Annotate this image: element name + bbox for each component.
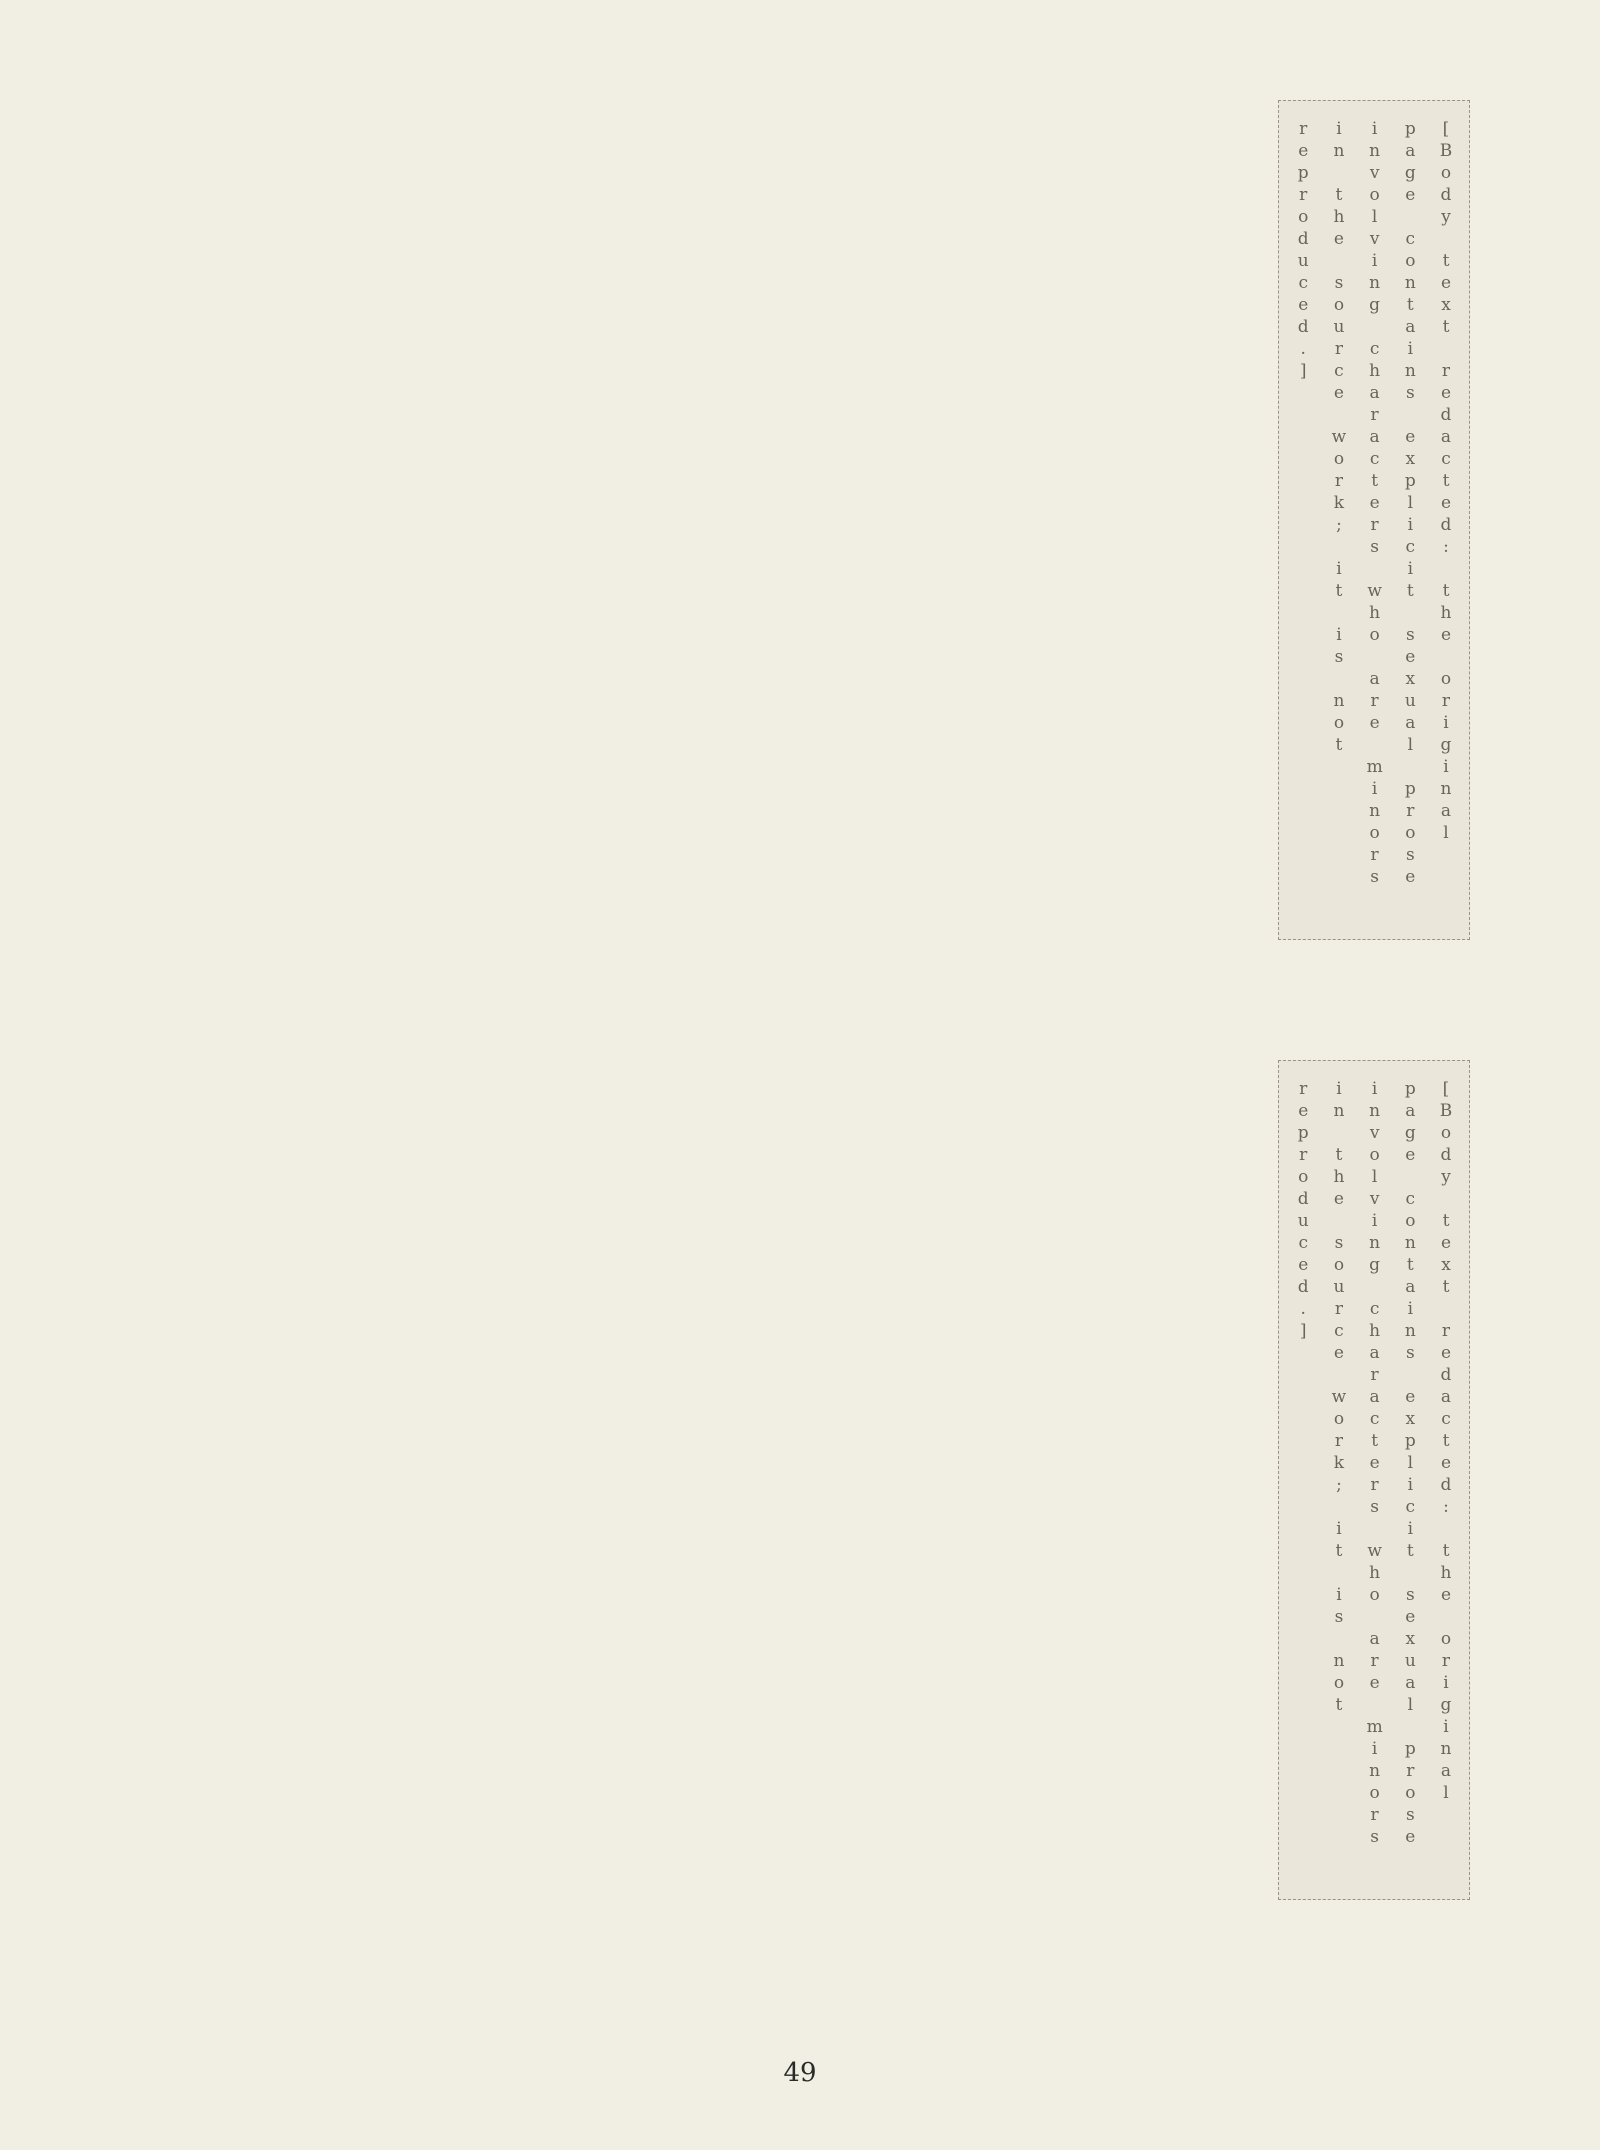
page-number: 49 — [783, 2058, 817, 2088]
text-block-upper — [370, 100, 1470, 940]
redacted-content-notice: [Body text redacted: the original page contains explicit sexual prose involving characters who are minors in the source work; it is not reproduced.] — [1278, 1060, 1470, 1900]
text-block-lower — [370, 1060, 1470, 1900]
redacted-content-notice: [Body text redacted: the original page contains explicit sexual prose involving characters who are minors in the source work; it is not reproduced.] — [1278, 100, 1470, 940]
